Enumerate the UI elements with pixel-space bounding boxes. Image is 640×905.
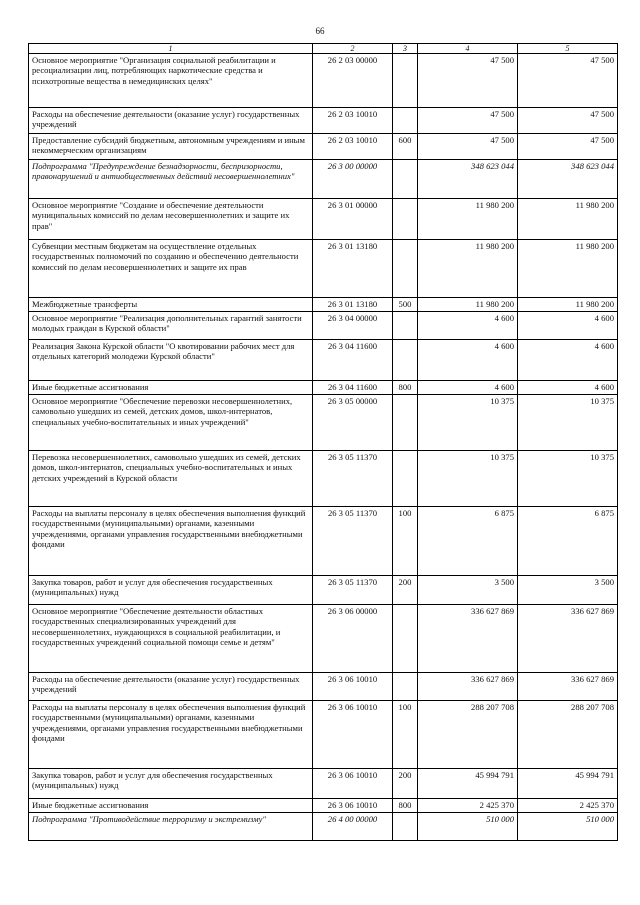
row-name: Субвенции местным бюджетам на осуществление отдельных государственных полномочий по созданию и обеспечению деятельности комиссий по делам несовершеннолетних и защите их прав xyxy=(29,240,313,298)
row-value-1: 6 875 xyxy=(418,507,518,576)
table-row xyxy=(29,381,618,395)
row-code: 26 2 03 10010 xyxy=(313,134,393,160)
row-expense-type: 600 xyxy=(393,134,418,160)
table-row xyxy=(29,576,618,605)
row-name: Реализация Закона Курской области "О квотировании рабочих мест для отдельных категорий молодежи Курской области" xyxy=(29,340,313,381)
row-value-2: 11 980 200 xyxy=(518,240,618,298)
row-value-1: 348 623 044 xyxy=(418,160,518,199)
row-name: Закупка товаров, работ и услуг для обеспечения государственных (муниципальных) нужд xyxy=(29,769,313,799)
row-value-2: 3 500 xyxy=(518,576,618,605)
row-expense-type: 800 xyxy=(393,381,418,395)
header-col-5: 5 xyxy=(518,44,618,54)
row-name: Межбюджетные трансферты xyxy=(29,298,313,312)
row-name: Иные бюджетные ассигнования xyxy=(29,799,313,813)
row-expense-type xyxy=(393,605,418,673)
table-row xyxy=(29,199,618,240)
row-name: Закупка товаров, работ и услуг для обеспечения государственных (муниципальных) нужд xyxy=(29,576,313,605)
row-expense-type xyxy=(393,108,418,134)
table-row xyxy=(29,673,618,701)
row-code: 26 3 00 00000 xyxy=(313,160,393,199)
row-name: Расходы на выплаты персоналу в целях обеспечения выполнения функций государственными (муниципальными) органами, казенными учреждениями, органами управления государственными внебюджетными фондами xyxy=(29,507,313,576)
row-code: 26 3 06 00000 xyxy=(313,605,393,673)
table-row xyxy=(29,813,618,841)
row-expense-type xyxy=(393,240,418,298)
row-code: 26 3 05 00000 xyxy=(313,395,393,451)
row-value-1: 4 600 xyxy=(418,340,518,381)
table-row xyxy=(29,340,618,381)
table-row xyxy=(29,160,618,199)
budget-table xyxy=(28,43,618,841)
table-row xyxy=(29,799,618,813)
row-value-1: 11 980 200 xyxy=(418,298,518,312)
row-code: 26 2 03 10010 xyxy=(313,108,393,134)
header-col-1: 1 xyxy=(29,44,313,54)
row-value-2: 4 600 xyxy=(518,381,618,395)
row-code: 26 4 00 00000 xyxy=(313,813,393,841)
row-value-1: 47 500 xyxy=(418,54,518,108)
row-value-1: 336 627 869 xyxy=(418,605,518,673)
row-value-2: 11 980 200 xyxy=(518,298,618,312)
row-value-1: 47 500 xyxy=(418,134,518,160)
row-expense-type: 200 xyxy=(393,576,418,605)
row-value-2: 348 623 044 xyxy=(518,160,618,199)
row-name: Расходы на обеспечение деятельности (оказание услуг) государственных учреждений xyxy=(29,673,313,701)
table-row xyxy=(29,395,618,451)
row-name: Основное мероприятие "Создание и обеспечение деятельности муниципальных комиссий по делам несовершеннолетних и защите их прав" xyxy=(29,199,313,240)
row-value-2: 11 980 200 xyxy=(518,199,618,240)
table-row xyxy=(29,701,618,769)
row-expense-type: 100 xyxy=(393,701,418,769)
row-value-1: 45 994 791 xyxy=(418,769,518,799)
table-row xyxy=(29,134,618,160)
row-expense-type: 200 xyxy=(393,769,418,799)
row-value-1: 336 627 869 xyxy=(418,673,518,701)
row-value-2: 47 500 xyxy=(518,134,618,160)
row-name: Перевозка несовершеннолетних, самовольно ушедших из семей, детских домов, школ-интернатов, специальных учебно-воспитательных и иных детских учреждений в Курской области xyxy=(29,451,313,507)
row-code: 26 2 03 00000 xyxy=(313,54,393,108)
row-value-1: 11 980 200 xyxy=(418,240,518,298)
row-expense-type xyxy=(393,54,418,108)
row-value-1: 4 600 xyxy=(418,381,518,395)
page-number: 66 xyxy=(315,26,325,36)
row-value-1: 10 375 xyxy=(418,451,518,507)
row-value-2: 336 627 869 xyxy=(518,605,618,673)
row-value-2: 2 425 370 xyxy=(518,799,618,813)
row-code: 26 3 06 10010 xyxy=(313,799,393,813)
row-code: 26 3 01 13180 xyxy=(313,298,393,312)
table-row xyxy=(29,605,618,673)
row-value-1: 3 500 xyxy=(418,576,518,605)
row-name: Основное мероприятие "Организация социальной реабилитации и ресоциализации лиц, потребляющих наркотические средства и психотропные вещества в немедицинских целях" xyxy=(29,54,313,108)
row-name: Основное мероприятие "Реализация дополнительных гарантий занятости молодых граждан в Курской области" xyxy=(29,312,313,340)
row-name: Предоставление субсидий бюджетным, автономным учреждениям и иным некоммерческим организациям xyxy=(29,134,313,160)
row-value-1: 510 000 xyxy=(418,813,518,841)
row-expense-type: 100 xyxy=(393,507,418,576)
row-value-2: 288 207 708 xyxy=(518,701,618,769)
table-row xyxy=(29,108,618,134)
row-expense-type: 500 xyxy=(393,298,418,312)
row-value-2: 4 600 xyxy=(518,340,618,381)
row-value-2: 336 627 869 xyxy=(518,673,618,701)
table-row xyxy=(29,298,618,312)
row-code: 26 3 06 10010 xyxy=(313,769,393,799)
row-value-2: 10 375 xyxy=(518,395,618,451)
row-code: 26 3 04 11600 xyxy=(313,381,393,395)
row-code: 26 3 01 00000 xyxy=(313,199,393,240)
row-name: Подпрограмма "Противодействие терроризму и экстремизму" xyxy=(29,813,313,841)
row-expense-type xyxy=(393,673,418,701)
table-row xyxy=(29,54,618,108)
header-col-3: 3 xyxy=(393,44,418,54)
row-code: 26 3 06 10010 xyxy=(313,701,393,769)
row-value-2: 6 875 xyxy=(518,507,618,576)
row-value-1: 2 425 370 xyxy=(418,799,518,813)
row-code: 26 3 05 11370 xyxy=(313,507,393,576)
table-row xyxy=(29,507,618,576)
row-value-2: 47 500 xyxy=(518,54,618,108)
row-expense-type: 800 xyxy=(393,799,418,813)
row-code: 26 3 04 11600 xyxy=(313,340,393,381)
row-expense-type xyxy=(393,451,418,507)
table-row xyxy=(29,769,618,799)
row-expense-type xyxy=(393,340,418,381)
header-col-2: 2 xyxy=(313,44,393,54)
row-code: 26 3 05 11370 xyxy=(313,451,393,507)
row-name: Подпрограмма "Предупреждение безнадзорности, беспризорности, правонарушений и антиобщественных действий несовершеннолетних" xyxy=(29,160,313,199)
row-name: Основное мероприятие "Обеспечение перевозки несовершеннолетних, самовольно ушедших из семей, детских домов, школ-интернатов, специальных учебно-воспитательных и иных учреждений" xyxy=(29,395,313,451)
row-value-2: 10 375 xyxy=(518,451,618,507)
row-value-2: 4 600 xyxy=(518,312,618,340)
row-expense-type xyxy=(393,199,418,240)
row-value-1: 47 500 xyxy=(418,108,518,134)
table-row xyxy=(29,312,618,340)
row-name: Иные бюджетные ассигнования xyxy=(29,381,313,395)
row-value-1: 288 207 708 xyxy=(418,701,518,769)
table-row xyxy=(29,451,618,507)
row-value-1: 11 980 200 xyxy=(418,199,518,240)
table-row xyxy=(29,240,618,298)
row-name: Расходы на выплаты персоналу в целях обеспечения выполнения функций государственными (муниципальными) органами, казенными учреждениями, органами управления государственными внебюджетными фондами xyxy=(29,701,313,769)
row-expense-type xyxy=(393,312,418,340)
row-name: Основное мероприятие "Обеспечение деятельности областных государственных специализированных учреждений для несовершеннолетних, нуждающихся в социальной реабилитации, и государственных учреждений социальной помощи семье и детям" xyxy=(29,605,313,673)
row-code: 26 3 05 11370 xyxy=(313,576,393,605)
row-code: 26 3 06 10010 xyxy=(313,673,393,701)
header-col-4: 4 xyxy=(418,44,518,54)
row-value-2: 47 500 xyxy=(518,108,618,134)
row-expense-type xyxy=(393,813,418,841)
row-value-2: 510 000 xyxy=(518,813,618,841)
row-expense-type xyxy=(393,395,418,451)
row-value-1: 4 600 xyxy=(418,312,518,340)
row-code: 26 3 01 13180 xyxy=(313,240,393,298)
row-value-1: 10 375 xyxy=(418,395,518,451)
header-row xyxy=(29,44,618,54)
row-value-2: 45 994 791 xyxy=(518,769,618,799)
row-name: Расходы на обеспечение деятельности (оказание услуг) государственных учреждений xyxy=(29,108,313,134)
row-expense-type xyxy=(393,160,418,199)
row-code: 26 3 04 00000 xyxy=(313,312,393,340)
